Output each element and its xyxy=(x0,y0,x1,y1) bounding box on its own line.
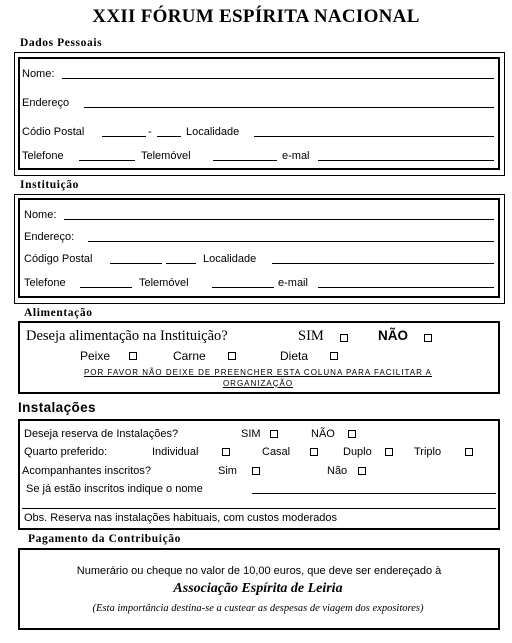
alim-peixe-checkbox[interactable] xyxy=(129,352,137,360)
dp-telefone-label: Telefone xyxy=(22,150,64,162)
inst-casal-checkbox[interactable] xyxy=(310,448,318,456)
inst-nome-label: Nome: xyxy=(24,209,57,221)
alim-carne-checkbox[interactable] xyxy=(228,352,236,360)
dp-email-label: e-mal xyxy=(282,150,310,162)
section-label-pagamento: Pagamento da Contribuição xyxy=(28,533,181,545)
inst-reserva-question: Deseja reserva de Instalações? xyxy=(24,428,179,440)
inst-obs-text: Obs. Reserva nas instalações habituais, com custos moderados xyxy=(24,512,338,524)
inst-codigo-postal-label: Código Postal xyxy=(24,253,93,265)
pag-nota: (Esta importância destina-se a custear as despesas de viagem dos expositores) xyxy=(92,603,424,614)
inst-triplo-label: Triplo xyxy=(414,446,442,458)
alim-peixe-label: Peixe xyxy=(80,349,111,363)
dp-nome-label: Nome: xyxy=(22,68,55,80)
inst-acompanhantes-sim-checkbox[interactable] xyxy=(252,467,260,475)
inst-individual-checkbox[interactable] xyxy=(222,448,230,456)
inst-ja-inscritos-field[interactable] xyxy=(252,483,496,494)
inst-endereco-field[interactable] xyxy=(88,231,494,242)
inst-codigo-postal-field-2[interactable] xyxy=(166,253,196,264)
inst-casal-label: Casal xyxy=(262,446,291,458)
inst-localidade-label: Localidade xyxy=(203,253,257,265)
alim-sim-checkbox[interactable] xyxy=(340,334,348,342)
inst-triplo-checkbox[interactable] xyxy=(465,448,473,456)
dp-codigo-postal-field-1[interactable] xyxy=(102,126,146,137)
alim-notice-line2: ORGANIZAÇÃO xyxy=(222,379,294,388)
dp-email-field[interactable] xyxy=(318,150,494,161)
inst-reserva-nao-label: NÃO xyxy=(311,428,335,440)
inst-telemovel-field[interactable] xyxy=(212,277,274,288)
alim-sim-label: SIM xyxy=(298,328,324,344)
form-title: XXII FÓRUM ESPÍRITA NACIONAL xyxy=(92,6,420,27)
inst-reserva-sim-checkbox[interactable] xyxy=(270,430,278,438)
inst-email-label: e-mail xyxy=(278,277,308,289)
dp-telemovel-field[interactable] xyxy=(213,150,277,161)
section-label-dados-pessoais: Dados Pessoais xyxy=(20,37,103,49)
section-label-instalacoes: Instalações xyxy=(18,400,96,415)
inst-codigo-postal-field-1[interactable] xyxy=(110,253,162,264)
inst-individual-label: Individual xyxy=(152,446,199,458)
inst-ja-inscritos-label: Se já estão inscritos indique o nome xyxy=(26,483,203,495)
inst-acompanhantes-question: Acompanhantes inscritos? xyxy=(22,465,152,477)
dp-codigo-postal-field-2[interactable] xyxy=(157,126,181,137)
dp-localidade-label: Localidade xyxy=(186,126,240,138)
inst-endereco-label: Endereço: xyxy=(24,231,75,243)
inst-telefone-field[interactable] xyxy=(80,277,132,288)
dp-codigo-sep: - xyxy=(148,126,152,138)
dp-endereco-field[interactable] xyxy=(84,97,494,108)
alim-dieta-checkbox[interactable] xyxy=(330,352,338,360)
inst-telemovel-label: Telemóvel xyxy=(139,277,189,289)
alim-question: Deseja alimentação na Instituição? xyxy=(26,328,228,344)
inst-duplo-checkbox[interactable] xyxy=(385,448,393,456)
inst-email-field[interactable] xyxy=(318,277,494,288)
inst-ja-inscritos-field-2[interactable] xyxy=(22,498,496,509)
dp-endereco-label: Endereço xyxy=(22,97,70,109)
dp-codigo-postal-label: Códio Postal xyxy=(22,126,85,138)
pag-associacao: Associação Espírita de Leiria xyxy=(173,581,343,596)
section-label-alimentacao: Alimentação xyxy=(24,307,93,319)
alim-notice-line1: POR FAVOR NÃO DEIXE DE PREENCHER ESTA COLUNA PARA FACILITAR A xyxy=(83,368,433,377)
alim-dieta-label: Dieta xyxy=(280,349,309,363)
inst-acompanhantes-nao-label: Não xyxy=(327,465,348,477)
inst-quarto-question: Quarto preferido: xyxy=(24,446,108,458)
alim-notice xyxy=(20,367,496,389)
inst-localidade-field[interactable] xyxy=(272,253,494,264)
dp-telefone-field[interactable] xyxy=(79,150,135,161)
inst-reserva-nao-checkbox[interactable] xyxy=(348,430,356,438)
inst-duplo-label: Duplo xyxy=(343,446,372,458)
alim-carne-label: Carne xyxy=(173,349,206,363)
inst-acompanhantes-nao-checkbox[interactable] xyxy=(358,467,366,475)
inst-nome-field[interactable] xyxy=(64,209,494,220)
inst-acompanhantes-sim-label: Sim xyxy=(218,465,237,477)
dp-localidade-field[interactable] xyxy=(254,126,494,137)
inst-telefone-label: Telefone xyxy=(24,277,66,289)
dp-telemovel-label: Telemóvel xyxy=(141,150,191,162)
alim-nao-label: NÃO xyxy=(378,328,408,343)
alim-nao-checkbox[interactable] xyxy=(424,334,432,342)
inst-reserva-sim-label: SIM xyxy=(241,428,261,440)
dp-nome-field[interactable] xyxy=(62,68,494,79)
section-label-instituicao: Instituição xyxy=(20,179,79,191)
pag-text: Numerário ou cheque no valor de 10,00 euros, que deve ser endereçado à xyxy=(76,565,442,577)
